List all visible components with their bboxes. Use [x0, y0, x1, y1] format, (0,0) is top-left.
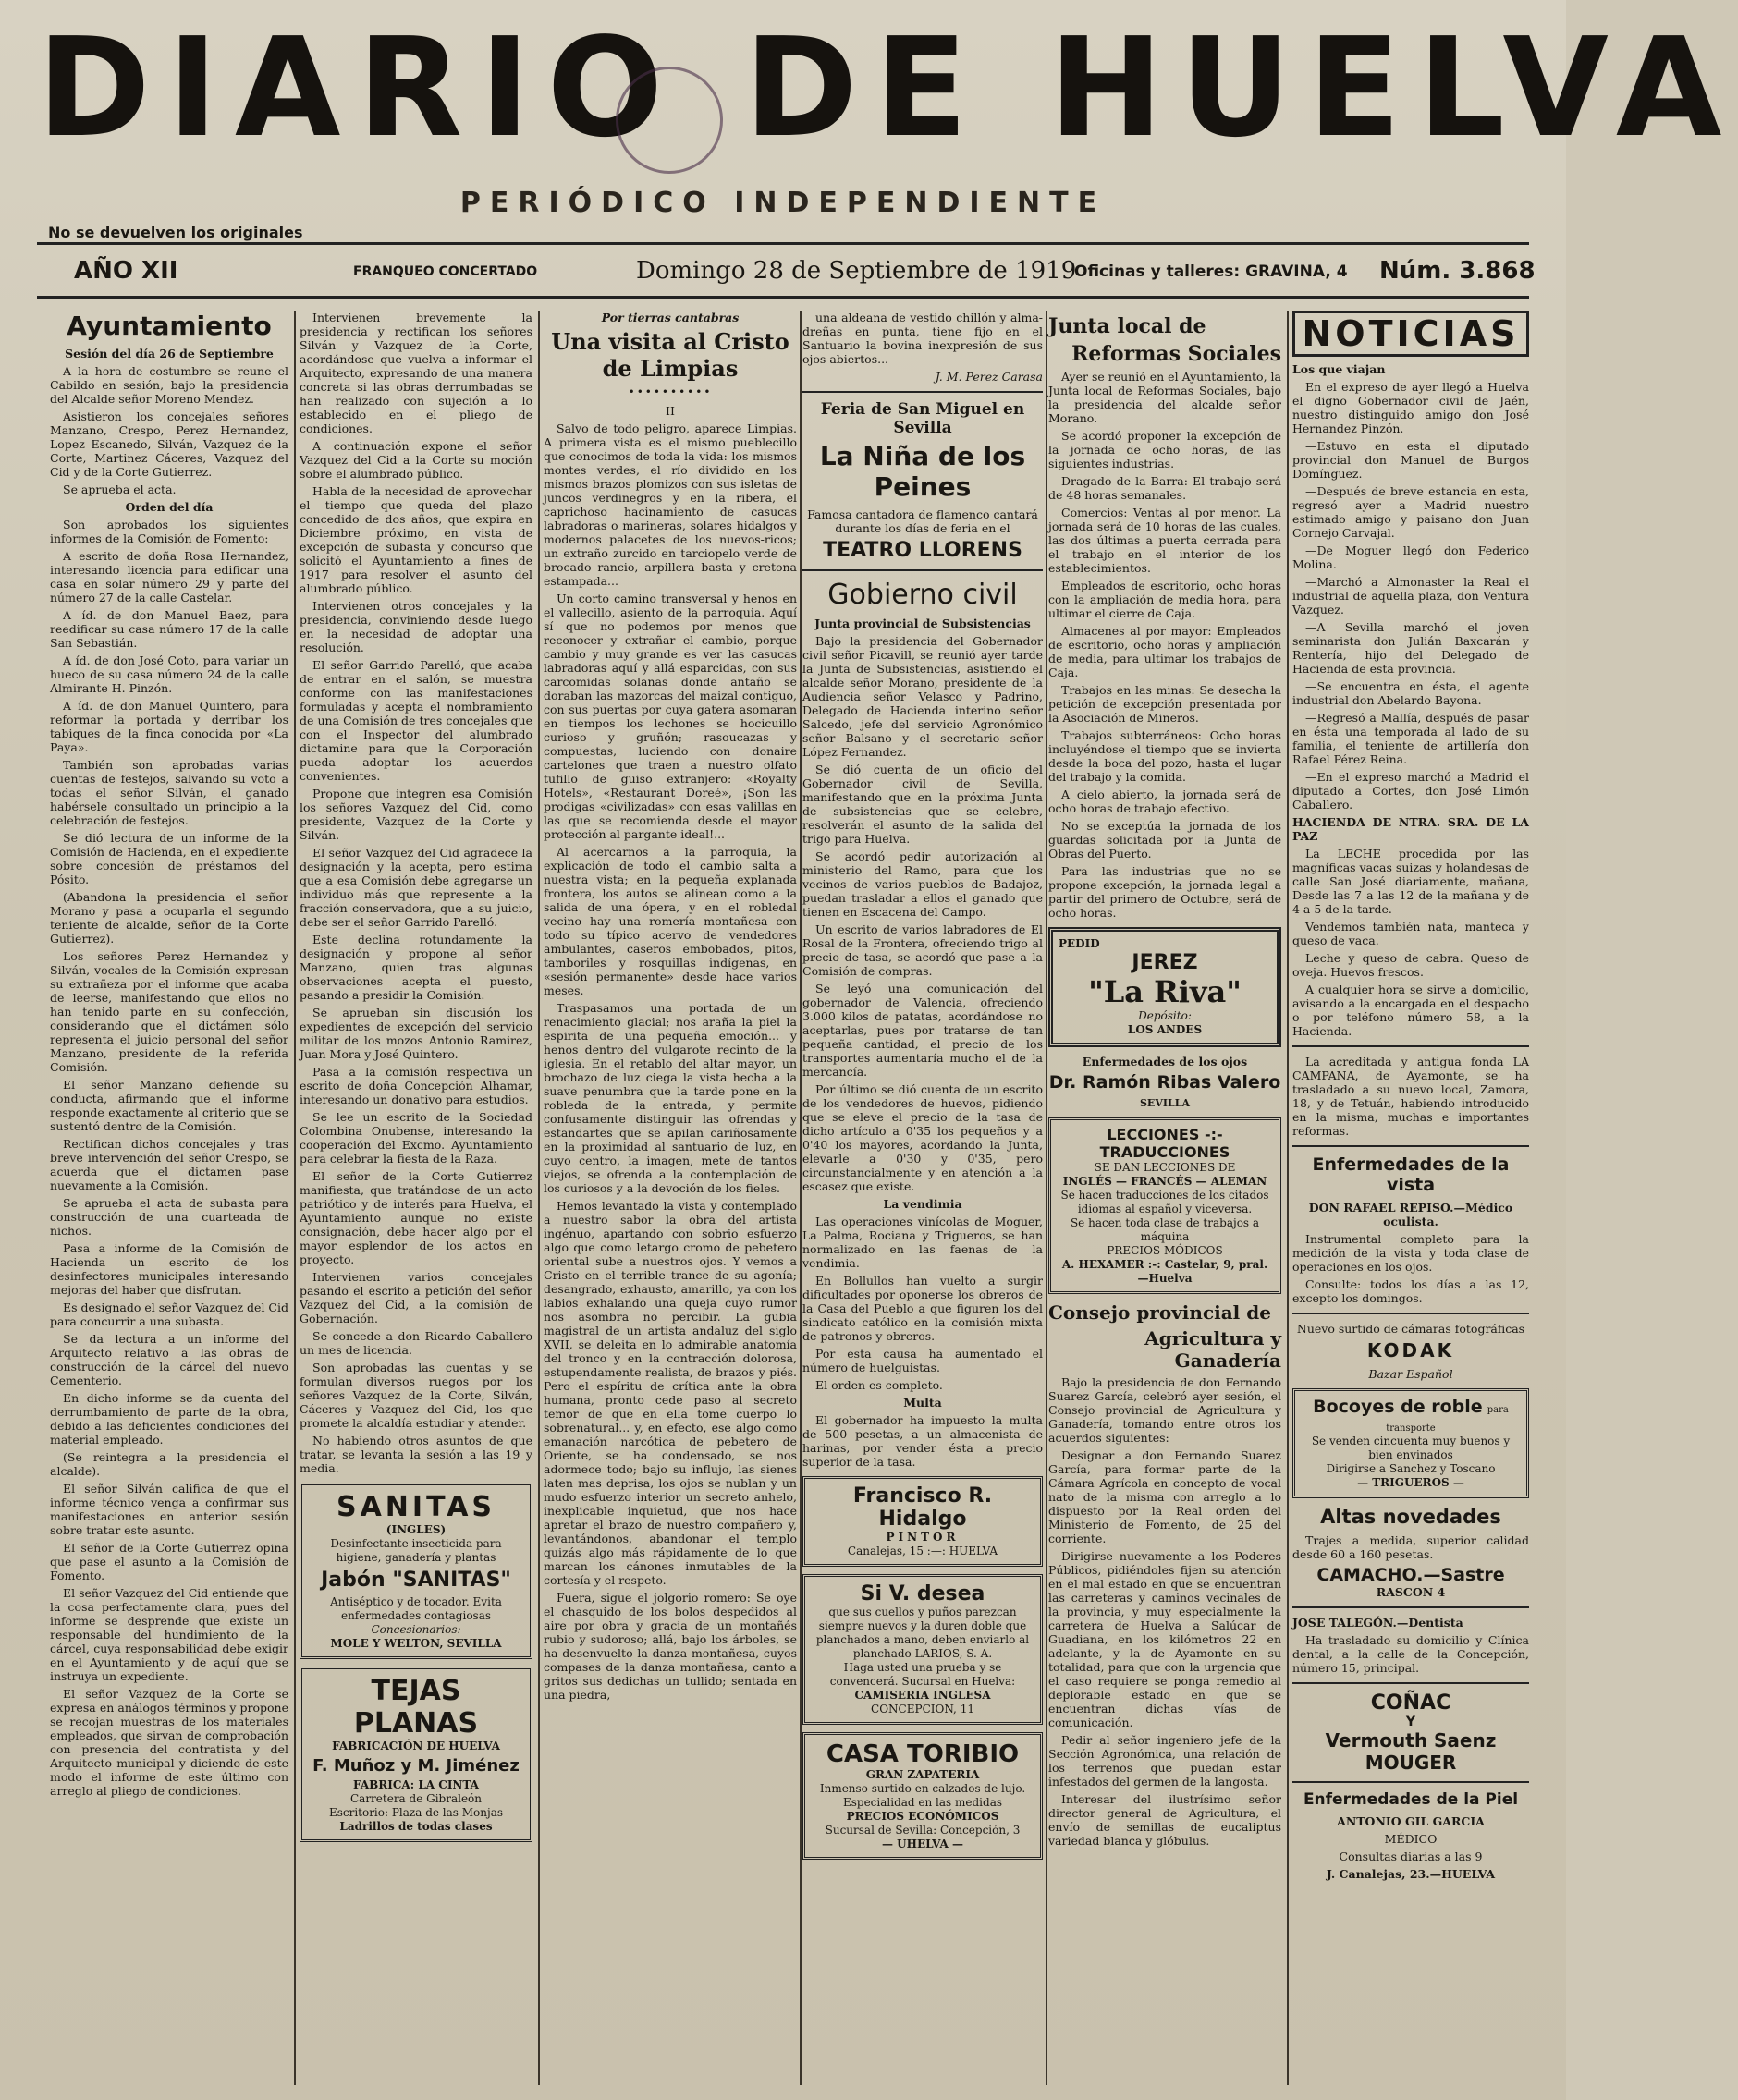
rule: [1292, 1045, 1529, 1047]
article-paragraph: A íd. de don José Coto, para variar un hueco de su casa número 24 de la calle Almirante H. Pinzón.: [50, 653, 288, 695]
ad-sanitas-text: Desinfectante insecticida para higiene, ganadería y plantas: [330, 1537, 502, 1564]
rule: [1292, 1606, 1529, 1608]
ad-gil-name: ANTONIO GIL GARCIA: [1337, 1814, 1485, 1828]
article-heading-cristo: Una visita al Cristo de Limpias: [551, 328, 789, 382]
article-paragraph: El señor Vazquez del Cid agradece la designación y la acepta, pero estima que a esa Comisión debe agregarse un individuo más que represente a la fracción conservadora, que a su juicio, debe ser el señor Garrido Parelló.: [300, 846, 532, 929]
ad-la-riva: [1048, 927, 1281, 1047]
ad-toribio-branch: Sucursal de Sevilla: Concepción, 3: [825, 1824, 1021, 1837]
ad-la-riva-shop: LOS ANDES: [1127, 1023, 1203, 1036]
article-paragraph: Asistieron los concejales señores Manzano, Crespo, Perez Hernandez, Lopez Escanedo, Silván, Vazquez de la Corte, Martinez Cáceres, Vazquez del Cid y de la Corte Gutierrez.: [50, 409, 288, 479]
ad-repiso-text: Instrumental completo para la medición de la vista y toda clase de operaciones en los ojos.: [1292, 1232, 1529, 1274]
ad-la-riva-name: "La Riva": [1088, 974, 1242, 1009]
article-paragraph: (Se reintegra a la presidencia el alcalde).: [50, 1450, 288, 1478]
ad-sanitas-conc: Concesionarios:: [371, 1623, 461, 1636]
article-paragraph: En dicho informe se da cuenta del derrumbamiento de parte de la obra, debido a las deficientes condiciones del material empleado.: [50, 1391, 288, 1447]
rule: [1292, 1781, 1529, 1783]
article-paragraph: Comercios: Ventas al por menor. La jornada será de 10 horas de las cuales, las dos últimas a puerta cerrada para el trabajo en el interior de los establecimientos.: [1048, 506, 1281, 575]
ad-kodak-shop: Bazar Español: [1368, 1367, 1453, 1381]
ad-tejas: [300, 1667, 532, 1842]
article-paragraph: Se leyó una comunicación del gobernador de Valencia, ofreciendo 3.000 kilos de patatas, acordándose no aceptarlas, pues por tratarse de tan pequeña cantidad, el precio de los transportes aumentaría mucho el de la mercancía.: [802, 982, 1043, 1079]
teatro-name: TEATRO LLORENS: [823, 539, 1022, 562]
multa-heading: Multa: [903, 1396, 942, 1410]
column-divider: [1287, 311, 1289, 2085]
article-paragraph: A la hora de costumbre se reune el Cabildo en sesión, bajo la presidencia del Alcalde señor Moreno Mendez.: [50, 364, 288, 406]
article-paragraph: El señor Silván califica de que el informe técnico venga a confirmar sus manifestaciones en anterior sesión sobre tratar este asunto.: [50, 1482, 288, 1537]
ad-tejas-title: TEJAS PLANAS: [353, 1675, 479, 1740]
ad-larios-shop: CAMISERIA INGLESA: [854, 1689, 991, 1702]
dateline-bar: [37, 257, 1536, 288]
ad-tejas-firm: F. Muñoz y M. Jiménez: [312, 1756, 520, 1776]
article-paragraph: No habiendo otros asuntos de que tratar, se levanta la sesión a las 19 y media.: [300, 1434, 532, 1475]
column-divider: [1046, 311, 1047, 2085]
reformas-heading-2: Reformas Sociales: [1071, 342, 1281, 366]
ad-toribio-name: CASA TORIBIO: [826, 1740, 1020, 1768]
article-paragraph: Los señores Perez Hernandez y Silván, vocales de la Comisión expresan su extrañeza por el informe que acaba de leerse, manifestando que ellos no han tenido parte en su confección, considerando que el dictámen sólo representa el juicio personal del señor Manzano, presidente de la referida Comisión.: [50, 949, 288, 1074]
session-date: Sesión del día 26 de Septiembre: [65, 347, 274, 360]
article-paragraph: Se aprueba el acta.: [63, 482, 177, 496]
ad-talegon-name: JOSE TALEGÓN.—Dentista: [1292, 1616, 1463, 1630]
article-paragraph: Se dió cuenta de un oficio del Gobernador civil de Sevilla, manifestando que en la próxima Junta de subsistencias que se celebre, resolverán el asunto de la salida del trigo para Huelva.: [802, 763, 1043, 846]
column-ayuntamiento-cont: [300, 311, 532, 2091]
ad-la-riva-brand: JEREZ: [1132, 951, 1198, 974]
article-paragraph: Se acordó proponer la excepción de la jornada de ocho horas, de las siguientes industrias.: [1048, 429, 1281, 470]
article-paragraph: En el expreso de ayer llegó a Huelva el digno Gobernador civil de Jaén, nuestro distinguido amigo don José Hernandez Pinzón.: [1292, 380, 1529, 435]
ad-tejas-office: Escritorio: Plaza de las Monjas: [328, 1806, 504, 1819]
masthead-tagline: No se devuelven los originales: [48, 224, 303, 241]
article-paragraph: Leche y queso de cabra. Queso de oveja. Huevos frescos.: [1292, 951, 1529, 979]
ad-lecciones-head: LECCIONES -:- TRADUCCIONES: [1099, 1126, 1230, 1161]
column-reformas-sociales: [1048, 311, 1281, 2091]
ad-lecciones-langs: INGLÉS — FRANCÉS — ALEMAN: [1062, 1175, 1267, 1188]
rule: [1292, 1312, 1529, 1314]
article-paragraph: En Bollullos han vuelto a surgir dificultades por oponerse los obreros de la Casa del Pueblo a que figuren los del sindicato católico en la comisión mixta de patronos y obreros.: [802, 1274, 1043, 1343]
ad-sanitas-title: SANITAS: [336, 1491, 496, 1523]
ad-ribas-head: Enfermedades de los ojos: [1082, 1055, 1248, 1068]
ad-larios: [802, 1574, 1043, 1725]
ad-camacho-name: CAMACHO.—Sastre: [1316, 1565, 1505, 1585]
masthead: [37, 8, 1738, 241]
ad-ribas-name: Dr. Ramón Ribas Valero: [1048, 1072, 1281, 1093]
article-paragraph: Este declina rotundamente la designación y propone al señor Manzano, quien tras algunas observaciones acepta el puesto, pasando a presidir la Comisión.: [300, 933, 532, 1002]
article-paragraph: Pedir al señor ingeniero jefe de la Sección Agronómica, una relación de los terrenos que puedan estar infestados del germen de la langosta.: [1048, 1733, 1281, 1789]
ad-conac-l2: Y: [1405, 1715, 1416, 1729]
order-of-day-heading: Orden del día: [125, 500, 214, 514]
article-paragraph: Hemos levantado la vista y contemplado a nuestro sabor la obra del artista ingénuo, apartando con sobrio esfuerzo algo que como letargo cromo de pebetero oriental sube a nuestros ojos. Y vemos a Cristo en el terrible trance de su agonía; desangrado, exhausto, amarillo, ya con los labios exhalando una queja cuyo rumor nos asombra no percibir. La gubia magistral de un artista andaluz del siglo XVII, se deleita en lo admirable anatomía del tronco y en la contracción dolorosa, estupendamente realista, de brazos y piés. Pero el espíritu de crítica ante la obra humana, pronto cede paso al secreto temor de que en ella tome cuerpo lo sobrenatural... y, en efecto, ese algo como emanación narcótica de pebetero de Oriente, se ha condensado, se nos adormece todo; bajo su influjo, las sienes laten mas deprisa, los ojos se nublan y un mudo esfuerzo interior un secreto anhelo, inexplicable inquietud, que nos hace apretar el brazo de nuestro compañero y, levantándonos, abandonar el templo quizás algo más rápidamente de lo que marcan los cánones inmutables de la cortesía y el respeto.: [544, 1199, 797, 1587]
article-paragraph: —Después de breve estancia en esta, regresó ayer a Madrid nuestro estimado amigo y paisano don Juan Cornejo Carvajal.: [1292, 484, 1529, 540]
article-paragraph: Dirigirse nuevamente a los Poderes Públicos, pidiéndoles fijen su atención en el mal estado en que se encuentran las carreteras y caminos vecinales de la provincia, y muy especialmente la carretera de Huelva a Salúcar de Guadiana, en los kilómetros 22 en adelante, y la de Ayamonte en su totalidad, para que con la urgencia que el caso requiere se ponga remedio al deplorable estado en que se encuentran dichas vías de comunicación.: [1048, 1549, 1281, 1729]
ad-sanitas-desc: Antiséptico y de tocador. Evita enfermedades contagiosas: [330, 1595, 502, 1622]
article-paragraph: Por último se dió cuenta de un escrito de los vendedores de huevos, pidiendo que se eleve el precio de la tasa de dicho artículo a 0'35 los pequeños y a 0'40 los mayores, acordando la Junta, elevarle a 0'30 y 0'35, pero circunstancialmente y en atención a la escasez que existe.: [802, 1082, 1043, 1193]
article-paragraph: A íd. de don Manuel Baez, para reedificar su casa número 17 de la calle San Sebastián.: [50, 608, 288, 650]
ad-hidalgo-name: Francisco R. Hidalgo: [852, 1484, 993, 1531]
ad-lecciones-text2: Se hacen toda clase de trabajos a máquina: [1070, 1216, 1260, 1243]
column-divider: [800, 311, 802, 2085]
article-paragraph: una aldeana de vestido chillón y alma-dreñas en punta, tiene fijo en el Santuario la bovina inexpresión de sus ojos abiertos...: [802, 311, 1043, 366]
article-paragraph: Bajo la presidencia de don Fernando Suarez García, celebró ayer sesión, el Consejo provincial de Agricultura y Ganadería, tomando entre otros los acuerdos siguientes:: [1048, 1375, 1281, 1445]
article-paragraph: La LECHE procedida por las magníficas vacas suizas y holandesas de calle San José diariamente, mañana, Desde las 7 a las 12 de la mañana y de 4 a 5 de la tarde.: [1292, 847, 1529, 916]
ad-bocoyes-dir: Dirigirse a Sanchez y Toscano: [1326, 1462, 1496, 1475]
ad-repiso-text2: Consulte: todos los días a las 12, excepto los domingos.: [1292, 1277, 1529, 1305]
article-kicker: Por tierras cantabras: [601, 311, 740, 324]
column-cristo-limpias: [544, 311, 797, 2091]
ad-gil-addr: J. Canalejas, 23.—HUELVA: [1326, 1867, 1496, 1881]
ad-camacho-text: Trajes a medida, superior calidad desde 60 a 160 pesetas.: [1292, 1533, 1529, 1561]
article-paragraph: Rectifican dichos concejales y tras breve intervención del señor Crespo, se acuerda que el dictamen pase nuevamente a la Comisión.: [50, 1137, 288, 1192]
article-paragraph: Se acordó pedir autorización al ministerio del Ramo, para que los vecinos de varios pueblos de Badajoz, puedan trasladar a ellos el ganado que tienen en Escacena del Campo.: [802, 849, 1043, 919]
rule: [802, 569, 1043, 571]
article-paragraph: Salvo de todo peligro, aparece Limpias. A primera vista es el mismo pueblecillo que conocimos de toda la vida: los mismos montes verdes, el río dividido en los mismos brazos plomizos con sus isletas de juncos verdinegros y en la ribera, el caprichoso hacinamiento de casucas labradoras o marineras, solares hidalgos y modernos palacetes de los nuevos-ricos; un extraño zurcido en tarciopelo verde de brocado rancio, arpillera basta y cretona estampada...: [544, 421, 797, 588]
column-gobierno-civil: [802, 311, 1043, 2091]
article-paragraph: Pasa a informe de la Comisión de Hacienda un escrito de los desinfectores municipales interesando mejoras del haber que disfrutan.: [50, 1241, 288, 1297]
rule: [1292, 1145, 1529, 1147]
article-paragraph: Fuera, sigue el jolgorio romero: Se oye el chasquido de los bolos despedidos al aire por obra y gracia de un montañés rubio y sudoroso; allá, bajo los árboles, se ha desenvuelto la danza montañesa, cuyos compases de la danza montañesa, canto a gritos sus dedichas un tullido; sentada en una piedra,: [544, 1591, 797, 1702]
article-paragraph: Se concede a don Ricardo Caballero un mes de licencia.: [300, 1329, 532, 1357]
ad-ribas-city: SEVILLA: [1139, 1097, 1190, 1109]
newspaper-subtitle: PERIÓDICO INDEPENDIENTE: [459, 187, 1107, 219]
article-paragraph: —Regresó a Mallía, después de pasar en ésta una temporada al lado de su familia, el teniente de artillería don Rafael Pérez Reina.: [1292, 711, 1529, 766]
ad-gil-head: Enfermedades de la Piel: [1303, 1790, 1519, 1809]
article-paragraph: Se aprueban sin discusión los expedientes de excepción del servicio militar de los mozos Antonio Ramirez, Juan Mora y José Quintero.: [300, 1006, 532, 1061]
masthead-rule-bottom: [37, 296, 1529, 299]
ad-la-riva-pedid: PEDID: [1059, 937, 1100, 950]
ad-sanitas: [300, 1483, 532, 1659]
part-number: II: [666, 404, 675, 418]
rule: [1292, 1682, 1529, 1684]
ad-conac-l1: COÑAC: [1370, 1691, 1451, 1715]
ad-sanitas-sub: (INGLES): [386, 1523, 447, 1536]
article-paragraph: Dragado de la Barra: El trabajo será de 48 horas semanales.: [1048, 474, 1281, 502]
article-paragraph: —De Moguer llegó don Federico Molina.: [1292, 543, 1529, 571]
reformas-heading-1: Junta local de: [1048, 314, 1206, 338]
article-paragraph: Propone que integren esa Comisión los señores Vazquez del Cid, como presidente, Vazquez de la Corte y Silván.: [300, 787, 532, 842]
ad-talegon-text: Ha trasladado su domicilio y Clínica dental, a la calle de la Concepción, número 15, principal.: [1292, 1633, 1529, 1675]
ad-tejas-foot: Ladrillos de todas clases: [339, 1820, 493, 1833]
article-paragraph: Es designado el señor Vazquez del Cid para concurrir a una subasta.: [50, 1300, 288, 1328]
ad-hidalgo-addr: Canalejas, 15 :—: HUELVA: [847, 1544, 998, 1557]
article-paragraph: —En el expreso marchó a Madrid el diputado a Cortes, don José Limón Caballero.: [1292, 770, 1529, 812]
ad-hidalgo: [802, 1476, 1043, 1567]
article-paragraph: Las operaciones vinícolas de Moguer, La Palma, Rociana y Trigueros, se han normalizado en las faenas de la vendimia.: [802, 1215, 1043, 1270]
article-paragraph: Se da lectura a un informe del Arquitecto relativo a las obras de construcción de la cárcel del nuevo Cementerio.: [50, 1332, 288, 1387]
article-paragraph: Traspasamos una portada de un renacimiento glacial; nos araña la piel la espirita de una pequeña emoción... y henos dentro del vulgarote recinto de la iglesia. En el retablo del altar mayor, un brochazo de luz ciega la vista hecha a la suave penumbra que la tarde pone en la robleda de la entrada, y permite confusamente distinguir las ofrendas y estandartes que se apilan cariñosamente en la proximidad al santuario de luz, en cuyo centro, la imagen, mete de tantos viejos, se ofrenda a la contemplación de los curiosos y a la devoción de los fieles.: [544, 1001, 797, 1195]
article-paragraph: El gobernador ha impuesto la multa de 500 pesetas, a un almacenista de harinas, por vender ésta a precio superior de la tasa.: [802, 1413, 1043, 1469]
article-paragraph: —Estuvo en esta el diputado provincial don Manuel de Burgos Domínguez.: [1292, 439, 1529, 481]
article-paragraph: El señor Garrido Parelló, que acaba de entrar en el salón, se muestra conforme con las manifestaciones formuladas y acepta el nombramiento de una Comisión de tres concejales que con el Inspector del alumbrado dictamine para que la Corporación pueda adoptar los acuerdos convenientes.: [300, 658, 532, 783]
ad-lecciones: [1048, 1117, 1281, 1294]
ad-tejas-road: Carretera de Gibraleón: [349, 1792, 483, 1805]
fair-heading: Feria de San Miguel en Sevilla: [820, 400, 1025, 437]
ad-kodak-brand: KODAK: [1366, 1339, 1455, 1361]
ad-toribio-city: — UHELVA —: [881, 1838, 963, 1850]
ad-bocoyes-head: Bocoyes de roble: [1313, 1397, 1483, 1417]
noticias-sub: Los que viajan: [1292, 362, 1386, 376]
issue-number: Núm. 3.868: [1379, 257, 1536, 285]
article-paragraph: El señor Vazquez de la Corte se expresa en análogos términos y propone se recojan muestras de los materiales empleados, que sirvan de comprobación con presencia del contratista y del Arquitecto municipal y diciendo de este modo el informe de este último con arreglo al pliego de condiciones.: [50, 1687, 288, 1798]
nina-peines-heading: La Niña de los Peines: [819, 441, 1026, 502]
article-paragraph: —A Sevilla marchó el joven seminarista don Julián Baxcarán y Rentería, hijo del Delegado de Hacienda de esta provincia.: [1292, 620, 1529, 676]
article-paragraph: No se exceptúa la jornada de los guardas solicitada por la Junta de Obras del Puerto.: [1048, 819, 1281, 861]
ad-lecciones-addr: A. HEXAMER :-: Castelar, 9, pral.—Huelva: [1061, 1258, 1268, 1285]
column-divider: [294, 311, 296, 2085]
article-paragraph: Vendemos también nata, manteca y queso de vaca.: [1292, 920, 1529, 947]
article-paragraph: El señor de la Corte Gutierrez opina que pase el asunto a la Comisión de Fomento.: [50, 1541, 288, 1582]
postage-label: FRANQUEO CONCERTADO: [353, 264, 538, 279]
consejo-heading-2: Agricultura y Ganadería: [1144, 1327, 1281, 1372]
column-ayuntamiento: [50, 311, 288, 2091]
library-stamp: [616, 67, 723, 174]
article-paragraph: Por esta causa ha aumentado el número de huelguistas.: [802, 1347, 1043, 1374]
junta-heading: Junta provincial de Subsistencias: [814, 617, 1031, 630]
ad-sanitas-firm: MOLE Y WELTON, SEVILLA: [330, 1637, 502, 1650]
ad-repiso-name: DON RAFAEL REPISO.—Médico oculista.: [1308, 1201, 1513, 1228]
article-paragraph: Intervienen brevemente la presidencia y rectifican los señores Silván y Vazquez de la Corte, acordándose que vuelva a informar el Arquitecto, expresando de una manera concreta si las obras derrumbadas se han realizado con sujeción a lo establecido en el pliego de condiciones.: [300, 311, 532, 435]
article-paragraph: Habla de la necesidad de aprovechar el tiempo que queda del plazo concedido de dos años, que expira en Diciembre próximo, en vista de excepción de subasta y concurso que solicitó el Ayuntamiento a fines de 1917 para resolver el asunto del alumbrado público.: [300, 484, 532, 595]
ad-sanitas-product: Jabón "SANITAS": [321, 1569, 511, 1592]
article-paragraph: A cualquier hora se sirve a domicilio, avisando a la encargada en el despacho o por teléfono número 58, a la Hacienda.: [1292, 983, 1529, 1038]
article-signature: J. M. Perez Carasa: [935, 370, 1043, 384]
article-paragraph: A escrito de doña Rosa Hernandez, interesando licencia para edificar una casa en solar número 29 y parte del número 27 de la calle Castelar.: [50, 549, 288, 604]
article-paragraph: Se dió lectura de un informe de la Comisión de Hacienda, en el expediente sobre concesión de préstamos del Pósito.: [50, 831, 288, 886]
ad-gil-text: Consultas diarias a las 9: [1339, 1850, 1483, 1863]
ad-bocoyes-city: — TRIGUEROS —: [1357, 1476, 1464, 1489]
ad-bocoyes-text: Se venden cincuenta muy buenos y bien envinados: [1311, 1435, 1511, 1461]
article-paragraph: El orden es completo.: [815, 1378, 943, 1392]
article-paragraph: A cielo abierto, la jornada será de ocho horas de trabajo efectivo.: [1048, 788, 1281, 815]
article-paragraph: A íd. de don Manuel Quintero, para reformar la portada y derribar los tabiques de la finca conocida por «La Paya».: [50, 699, 288, 754]
article-paragraph: Ayer se reunió en el Ayuntamiento, la Junta local de Reformas Sociales, bajo la presidencia del alcalde señor Morano.: [1048, 370, 1281, 425]
article-paragraph: Empleados de escritorio, ocho horas con la ampliación de media hora, para ultimar el cierre de Caja.: [1048, 579, 1281, 620]
ad-gil-job: MÉDICO: [1384, 1832, 1438, 1846]
article-paragraph: Para las industrias que no se propone excepción, la jornada legal a partir del primero de Octubre, será de ocho horas.: [1048, 864, 1281, 920]
article-paragraph: El señor Vazquez del Cid entiende que la cosa perfectamente clara, pues del informe se desprende que existe un responsable del hundimiento de la cárcel, cuya responsabilidad debe exigir en el Ayuntamiento y de aquí que se instruya un expediente.: [50, 1586, 289, 1683]
ad-la-riva-dep: Depósito:: [1138, 1009, 1192, 1022]
article-paragraph: —Marchó a Almonaster la Real el industrial de aquella plaza, don Ventura Vazquez.: [1292, 575, 1529, 617]
ad-ribas: [1048, 1072, 1281, 1110]
consejo-heading-1: Consejo provincial de: [1048, 1301, 1271, 1324]
ad-toribio-prices: PRECIOS ECONÓMICOS: [846, 1810, 999, 1823]
article-paragraph: Trabajos en las minas: Se desecha la petición de excepción presentada por la Asociación de Mineros.: [1048, 683, 1281, 725]
article-paragraph: Son aprobadas las cuentas y se formulan diversos ruegos por los señores Vazquez de la Corte, Silván, Cáceres y Vazquez del Cid, los que promete la alcaldía estudiar y atender.: [300, 1361, 532, 1430]
ad-conac-l4: MOUGER: [1365, 1752, 1457, 1774]
article-paragraph: Trabajos subterráneos: Ocho horas incluyéndose el tiempo que se invierta desde la boca del pozo, hasta el lugar del trabajo y la comida.: [1048, 728, 1281, 784]
ad-tejas-factory: FABRICA: LA CINTA: [353, 1778, 479, 1791]
article-heading-ayuntamiento: Ayuntamiento: [67, 311, 272, 341]
ad-larios-addr: CONCEPCION, 11: [871, 1703, 974, 1715]
rule: [802, 391, 1043, 393]
article-paragraph: Son aprobados los siguientes informes de la Comisión de Fomento:: [50, 518, 288, 545]
issue-date: Domingo 28 de Septiembre de 1919: [636, 257, 1077, 285]
article-paragraph: Bajo la presidencia del Gobernador civil señor Picavill, se reunió ayer tarde la Junta de Subsistencias, asistiendo el alcalde señor Morano, presidente de la Audiencia señor Velasco y Padrino, Delegado de Hacienda interino señor Salcedo, jefe del servicio Agronómico señor Balsano y el secretario señor López Fernandez.: [802, 634, 1043, 759]
ad-toribio: [802, 1732, 1043, 1860]
ad-lecciones-text: Se hacen traducciones de los citados idiomas al español y viceversa.: [1060, 1189, 1269, 1215]
ad-hidalgo-job: PINTOR: [886, 1531, 960, 1544]
vendimia-heading: La vendimia: [883, 1197, 962, 1211]
article-paragraph: Al acercarnos a la parroquia, la explicación de todo el cambio salta a nuestra vista; en la pequeña explanada frontera, los autos se alinean como a la salida de una ópera, y en el robledal vecino hay una romería montañesa con todo su típico acervo de vendedores ambulantes, caseros embobados, pitos, tamboriles y rosquillas indígenas, en «sesión permanente» desde hace varios meses.: [544, 845, 797, 997]
article-paragraph: Se aprueba el acta de subasta para construcción de una cuarteada de nichos.: [50, 1196, 288, 1238]
ad-conac-l3: Vermouth Saenz: [1325, 1729, 1497, 1752]
article-paragraph: A continuación expone el señor Vazquez del Cid a la Corte su moción sobre el alumbrado público.: [300, 439, 532, 481]
ad-bocoyes: [1292, 1388, 1529, 1498]
masthead-rule-top: [37, 242, 1529, 245]
ad-larios-text: que sus cuellos y puños parezcan siempre nuevos y la duren doble que planchados a mano, deben enviarlo al planchado LARIOS, S. A.: [815, 1606, 1030, 1660]
ad-larios-head: Si V. desea: [860, 1582, 985, 1606]
ad-tejas-sub: FABRICACIÓN DE HUELVA: [332, 1740, 500, 1752]
separator: ••••••••••: [628, 385, 713, 398]
ad-bocoyes-header: [1301, 1397, 1521, 1435]
ad-bocoyes-tr: para transporte: [1386, 1405, 1509, 1434]
hacienda-heading: HACIENDA DE NTRA. SRA. DE LA PAZ: [1292, 815, 1529, 843]
article-paragraph: Un escrito de varios labradores de El Rosal de la Frontera, ofreciendo trigo al precio de tasa, se acordó que pase a la Comisión de compras.: [802, 922, 1043, 978]
ad-toribio-text: Inmenso surtido en calzados de lujo. Especialidad en las medidas: [819, 1782, 1026, 1809]
ad-larios-text2: Haga usted una prueba y se convencerá. Sucursal en Huelva:: [829, 1661, 1016, 1688]
column-divider: [538, 311, 540, 2085]
article-paragraph: El señor de la Corte Gutierrez manifiesta, que tratándose de un acto patriótico y de interés para Huelva, el Ayuntamiento aunque no existe consignación, debe hacer algo por el mayor esplendor de los actos en proyecto.: [300, 1169, 532, 1266]
article-paragraph: (Abandona la presidencia el señor Morano y pasa a ocuparla el segundo teniente de alcalde, señor de la Corte Gutierrez).: [50, 890, 288, 946]
article-paragraph: Intervienen varios concejales pasando el escrito a petición del señor Vazquez del Cid, a la comisión de Gobernación.: [300, 1270, 532, 1325]
ad-lecciones-prices: PRECIOS MÓDICOS: [1107, 1244, 1223, 1257]
gobierno-civil-heading: Gobierno civil: [827, 579, 1018, 611]
ad-lecciones-sub: SE DAN LECCIONES DE: [1094, 1161, 1236, 1174]
ad-toribio-sub: GRAN ZAPATERIA: [865, 1768, 980, 1781]
ad-camacho-head: Altas novedades: [1320, 1506, 1501, 1528]
article-paragraph: La acreditada y antigua fonda LA CAMPANA, de Ayamonte, se ha trasladado a su nuevo local, Zamora, 18, y de Tetuán, habiendo introducido en la misma, muchas e importantes reformas.: [1292, 1055, 1529, 1138]
article-paragraph: Almacenes al por mayor: Empleados de escritorio, ocho horas y ampliación de media, para ultimar los trabajos de Caja.: [1048, 624, 1281, 679]
article-paragraph: También son aprobadas varias cuentas de festejos, salvando su voto a todas el señor Silván, el ganado habérsele consultado un principio a la celebración de festejos.: [50, 758, 288, 827]
article-paragraph: Interesar del ilustrísimo señor director general de Agricultura, el envío de semillas de eucaliptus variedad blanca y glóbulus.: [1048, 1792, 1281, 1848]
ad-kodak-text: Nuevo surtido de cámaras fotográficas: [1296, 1322, 1525, 1336]
ad-camacho-addr: RASCON 4: [1376, 1585, 1446, 1599]
article-paragraph: —Se encuentra en ésta, el agente industrial don Abelardo Bayona.: [1292, 679, 1529, 707]
year-label: AÑO XII: [74, 257, 178, 285]
nina-peines-text: Famosa cantadora de flamenco cantará durante los días de feria en el: [807, 507, 1038, 535]
noticias-heading: NOTICIAS: [1292, 311, 1529, 357]
article-paragraph: Designar a don Fernando Suarez García, para formar parte de la Cámara Agrícola en concepto de vocal nato de la misma con arreglo a lo dispuesto por la Real orden del Ministerio de Fomento, de 25 del corriente.: [1048, 1448, 1281, 1545]
column-noticias: [1292, 311, 1529, 2091]
ad-repiso-head: Enfermedades de la vista: [1312, 1154, 1510, 1195]
article-paragraph: Se lee un escrito de la Sociedad Colombina Onubense, interesando la cooperación del Excmo. Ayuntamiento para celebrar la fiesta de la Raza.: [300, 1110, 532, 1166]
newspaper-title: DIARIO DE HUELVA: [37, 8, 1738, 167]
offices-address: Oficinas y talleres: GRAVINA, 4: [1074, 262, 1348, 281]
article-paragraph: Intervienen otros concejales y la presidencia, conviniendo desde luego en la necesidad de adoptar una resolución.: [300, 599, 532, 654]
article-paragraph: El señor Manzano defiende su conducta, afirmando que el informe responde exactamente al criterio que se sustentó dentro de la Comisión.: [50, 1078, 288, 1133]
article-paragraph: Pasa a la comisión respectiva un escrito de doña Concepción Alhamar, interesando un donativo para estudios.: [300, 1065, 532, 1106]
article-paragraph: Un corto camino transversal y henos en el vallecillo, asiento de la parroquia. Aquí sí que no podemos por menos que reconocer y extrañar el cambio, porque cambio y muy grande es ver las casucas labradoras aquí y allá esparcidas, con sus carcomidas solanas donde antaño se doraban las mazorcas del maizal contiguo, con sus puertas por cuya gatera asomaran en tiempos los lechones se hocicuillo curioso y gruñón; rasoucazas y compuestas, luciendo con donaire cartelones que traen a nuestro olfato tufillo de guiso extranjero: «Royalty Hotels», «Restaurant Doreé», ¡Son las prodigas «civilizadas» con esas valillas en las que se recomienda desde el mayor protección al pargante ideal!...: [544, 592, 797, 841]
